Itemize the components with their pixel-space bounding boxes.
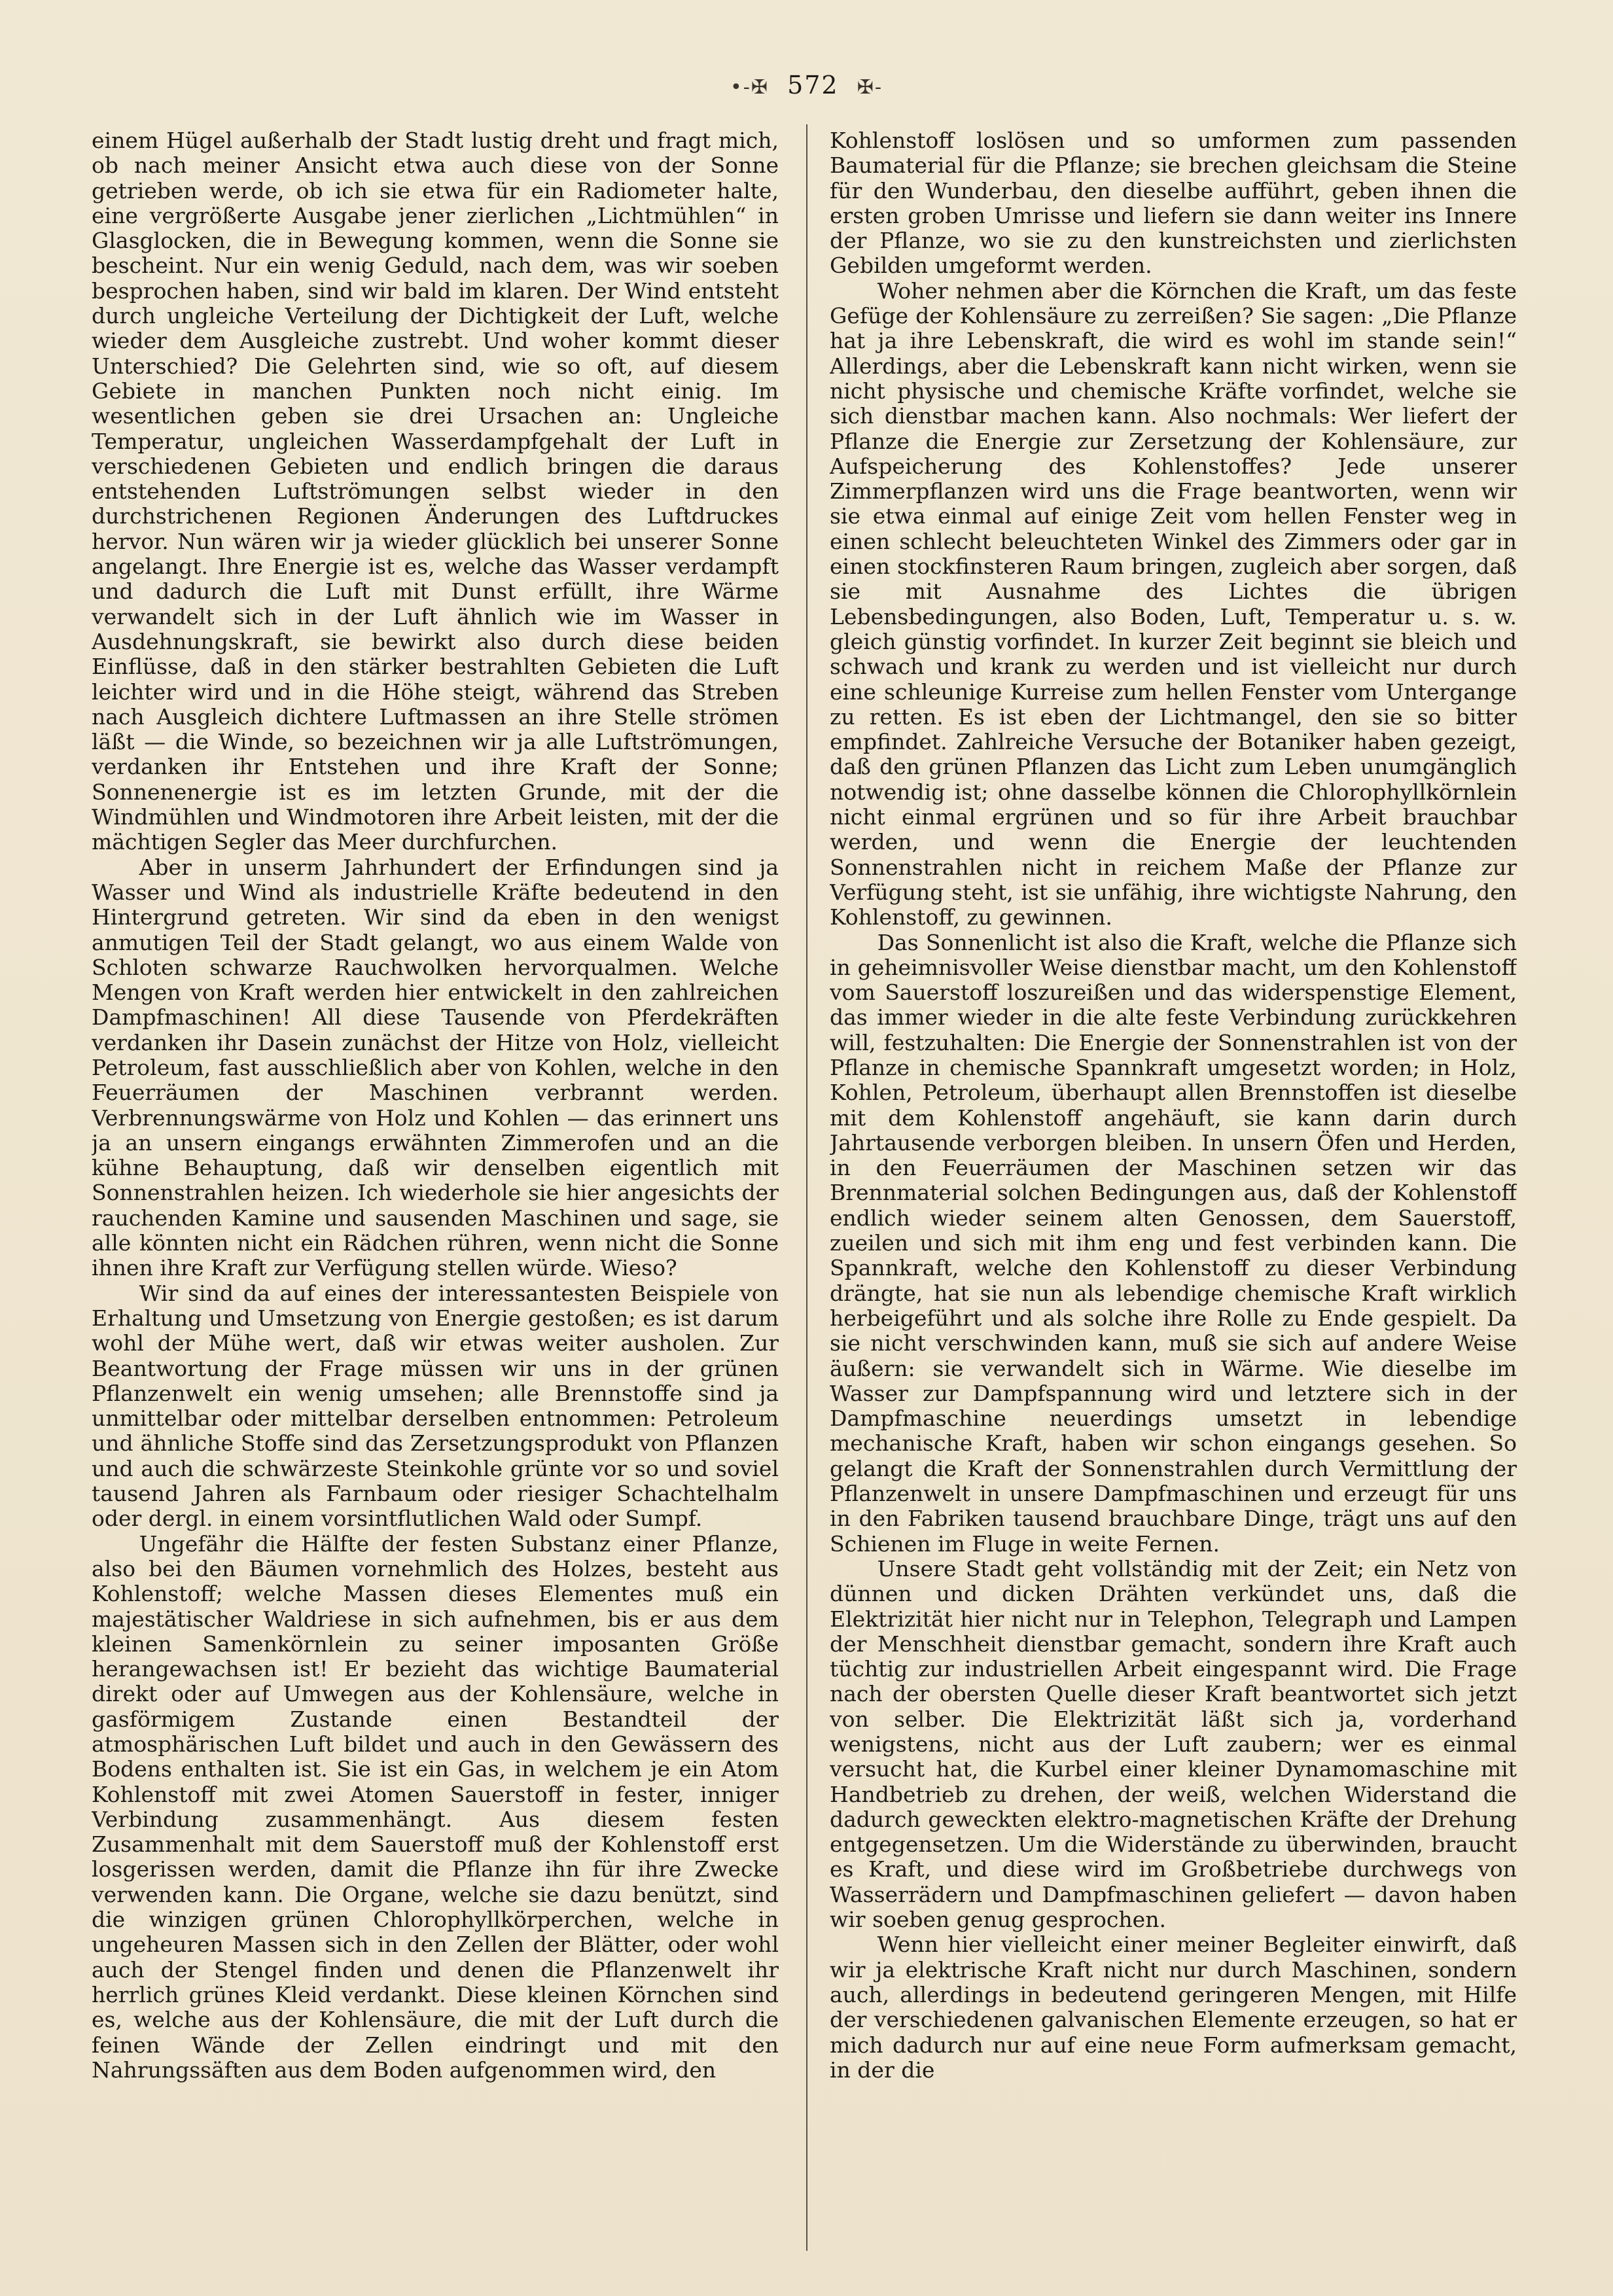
paragraph: Woher nehmen aber die Körnchen die Kraft, um das feste Gefüge der Kohlensäure zu zerreißen? Sie sagen: „Die Pflanze hat ja ihre Lebenskraft, die wird es wohl im stande sein!“ Allerdings, aber die Lebenskraft kann nicht wirken, wenn sie nicht physische und chemische Kräfte vorfindet, welche sie sich dienstbar machen kann. Also nochmals: Wer liefert der Pflanze die Energie zur Zersetzung der Kohlensäure, zur Aufspeicherung des Kohlenstoffes? Jede unserer Zimmerpflanzen wird uns die Frage beantworten, wenn wir sie etwa einmal auf einige Zeit vom hellen Fenster weg in einen schlecht beleuchteten Winkel des Zimmers oder gar in einen stockfinsteren Raum bringen, zugleich aber sorgen, daß sie mit Ausnahme des Lichtes die übrigen Lebensbedingungen, also Boden, Luft, Temperatur u. s. w. gleich günstig vorfindet. In kurzer Zeit beginnt sie bleich und schwach und krank zu werden und ist vielleicht nur durch eine schleunige Kurreise zum hellen Fenster vom Untergange zu retten. Es ist eben der Lichtmangel, den sie so bitter empfindet. Zahlreiche Versuche der Botaniker haben gezeigt, daß den grünen Pflanzen das Licht zum Leben unumgänglich notwendig ist; ohne dasselbe können die Chlorophyllkörnlein nicht einmal ergrünen und so für ihre Arbeit brauchbar werden, und wenn die Energie der leuchtenden Sonnenstrahlen nicht in reichem Maße der Pflanze zur Verfügung steht, ist sie unfähig, ihre wichtigste Nahrung, den Kohlenstoff, zu gewinnen.: [830, 277, 1517, 930]
column-divider: [806, 124, 807, 2251]
left-column: [92, 128, 779, 2248]
ornament-right-icon: ✠-: [857, 76, 883, 99]
right-column: [830, 128, 1517, 2248]
paragraph: Aber in unserm Jahrhundert der Erfindungen sind ja Wasser und Wind als industrielle Kräfte bedeutend in den Hintergrund getreten. Wir sind da eben in den wenigst anmutigen Teil der Stadt gelangt, wo aus einem Walde von Schloten schwarze Rauchwolken hervorqualmen. Welche Mengen von Kraft werden hier entwickelt in den zahlreichen Dampfmaschinen! All diese Tausende von Pferdekräften verdanken ihr Dasein zunächst der Hitze von Holz, vielleicht Petroleum, fast ausschließlich aber von Kohlen, welche in den Feuerräumen der Maschinen verbrannt werden. Verbrennungswärme von Holz und Kohlen — das erinnert uns ja an unsern eingangs erwähnten Zimmerofen und an die kühne Behauptung, daß wir denselben eigentlich mit Sonnenstrahlen heizen. Ich wiederhole sie hier angesichts der rauchenden Kamine und sausenden Maschinen und sage, sie alle könnten nicht ein Rädchen rühren, wenn nicht die Sonne ihnen ihre Kraft zur Verfügung stellen würde. Wieso?: [92, 854, 779, 1281]
paragraph: Kohlenstoff loslösen und so umformen zum passenden Baumaterial für die Pflanze; sie brechen gleichsam die Steine für den Wunderbau, den dieselbe aufführt, geben ihnen die ersten groben Umrisse und liefern sie dann weiter ins Innere der Pflanze, wo sie zu den kunstreichsten und zierlichsten Gebilden umgeformt werden.: [830, 128, 1517, 279]
paragraph: einem Hügel außerhalb der Stadt lustig dreht und fragt mich, ob nach meiner Ansicht etwa auch diese von der Sonne getrieben werde, ob ich sie etwa für ein Radiometer halte, eine vergrößerte Ausgabe jener zierlichen „Lichtmühlen“ in Glasglocken, die in Bewegung kommen, wenn die Sonne sie bescheint. Nur ein wenig Geduld, nach dem, was wir soeben besprochen haben, sind wir bald im klaren. Der Wind entsteht durch ungleiche Verteilung der Dichtigkeit der Luft, welche wieder dem Ausgleiche zustrebt. Und woher kommt dieser Unterschied? Die Gelehrten sind, wie so oft, auf diesem Gebiete in manchen Punkten noch nicht einig. Im wesentlichen geben sie drei Ursachen an: Ungleiche Temperatur, ungleichen Wasserdampfgehalt der Luft in verschiedenen Gebieten und endlich bringen die daraus entstehenden Luftströmungen selbst wieder in den durchstrichenen Regionen Änderungen des Luftdruckes hervor. Nun wären wir ja wieder glücklich bei unserer Sonne angelangt. Ihre Energie ist es, welche das Wasser verdampft und dadurch die Luft mit Dunst erfüllt, ihre Wärme verwandelt sich in der Luft ähnlich wie im Wasser in Ausdehnungskraft, sie bewirkt also durch diese beiden Einflüsse, daß in den stärker bestrahlten Gebieten die Luft leichter wird und in die Höhe steigt, während das Streben nach Ausgleich dichtere Luftmassen an ihre Stelle strömen läßt — die Winde, so bezeichnen wir ja alle Luftströmungen, verdanken ihr Entstehen und ihre Kraft der Sonne; Sonnenenergie ist es im letzten Grunde, mit der die Windmühlen und Windmotoren ihre Arbeit leisten, mit der die mächtigen Segler das Meer durchfurchen.: [92, 128, 779, 855]
paragraph: Das Sonnenlicht ist also die Kraft, welche die Pflanze sich in geheimnisvoller Weise dienstbar macht, um den Kohlenstoff vom Sauerstoff loszureißen und das widerspenstige Element, das immer wieder in die alte feste Verbindung zurückkehren will, festzuhalten: Die Energie der Sonnenstrahlen ist von der Pflanze in chemische Spannkraft umgesetzt worden; in Holz, Kohlen, Petroleum, überhaupt allen Brennstoffen ist dieselbe mit dem Kohlenstoff angehäuft, sie kann darin durch Jahrtausende verborgen bleiben. In unsern Öfen und Herden, in den Feuerräumen der Maschinen setzen wir das Brennmaterial solchen Bedingungen aus, daß der Kohlenstoff endlich wieder seinem alten Genossen, dem Sauerstoff, zueilen und sich mit ihm eng und fest verbinden kann. Die Spannkraft, welche den Kohlenstoff zu dieser Verbindung drängte, hat sie nun als lebendige chemische Kraft wirklich herbeigeführt und als solche ihre Rolle zu Ende gespielt. Da sie nicht verschwinden kann, muß sie sich auf andere Weise äußern: sie verwandelt sich in Wärme. Wie dieselbe im Wasser zur Dampfspannung wird und letztere sich in der Dampfmaschine neuerdings umsetzt in lebendige mechanische Kraft, haben wir schon eingangs gesehen. So gelangt die Kraft der Sonnenstrahlen durch Vermittlung der Pflanzenwelt in unsere Dampfmaschinen und erzeugt für uns in den Fabriken tausend brauchbare Dinge, trägt uns auf den Schienen im Fluge in weite Fernen.: [830, 929, 1517, 1557]
paragraph: Wir sind da auf eines der interessantesten Beispiele von Erhaltung und Umsetzung von Energie gestoßen; es ist darum wohl der Mühe wert, daß wir etwas weiter ausholen. Zur Beantwortung der Frage müssen wir uns in der grünen Pflanzenwelt ein wenig umsehen; alle Brennstoffe sind ja unmittelbar oder mittelbar derselben entnommen: Petroleum und ähnliche Stoffe sind das Zersetzungsprodukt von Pflanzen und auch die schwärzeste Steinkohle grünte vor so und soviel tausend Jahren als Farnbaum oder riesiger Schachtelhalm oder dergl. in einem vorsintflutlichen Wald oder Sumpf.: [92, 1280, 779, 1532]
paragraph: Wenn hier vielleicht einer meiner Begleiter einwirft, daß wir ja elektrische Kraft nicht nur durch Maschinen, sondern auch, allerdings in bedeutend geringeren Mengen, mit Hilfe der verschiedenen galvanischen Elemente erzeugen, so hat er mich dadurch nur auf eine neue Form aufmerksam gemacht, in der die: [830, 1932, 1517, 2083]
paragraph: Ungefähr die Hälfte der festen Substanz einer Pflanze, also bei den Bäumen vornehmlich des Holzes, besteht aus Kohlenstoff; welche Massen dieses Elementes muß ein majestätischer Waldriese in sich aufnehmen, bis er aus dem kleinen Samenkörnlein zu seiner imposanten Größe herangewachsen ist! Er bezieht das wichtige Baumaterial direkt oder auf Umwegen aus der Kohlensäure, welche in gasförmigem Zustande einen Bestandteil der atmosphärischen Luft bildet und auch in den Gewässern des Bodens enthalten ist. Sie ist ein Gas, in welchem je ein Atom Kohlenstoff mit zwei Atomen Sauerstoff in fester, inniger Verbindung zusammenhängt. Aus diesem festen Zusammenhalt mit dem Sauerstoff muß der Kohlenstoff erst losgerissen werden, damit die Pflanze ihn für ihre Zwecke verwenden kann. Die Organe, welche sie dazu benützt, sind die winzigen grünen Chlorophyllkörperchen, welche in ungeheuren Massen sich in den Zellen der Blätter, oder wohl auch der Stengel finden und denen die Pflanzenwelt ihr herrlich grünes Kleid verdankt. Diese kleinen Körnchen sind es, welche aus der Kohlensäure, die mit der Luft durch die feinen Wände der Zellen eindringt und mit den Nahrungssäften aus dem Boden aufgenommen wird, den: [92, 1530, 779, 2083]
paragraph: Unsere Stadt geht vollständig mit der Zeit; ein Netz von dünnen und dicken Drähten verkündet uns, daß die Elektrizität hier nicht nur in Telephon, Telegraph und Lampen der Menschheit dienstbar gemacht, sondern ihre Kraft auch tüchtig zur industriellen Arbeit eingespannt wird. Die Frage nach der obersten Quelle dieser Kraft beantwortet sich jetzt von selber. Die Elektrizität läßt sich ja, vorderhand wenigstens, nicht aus der Luft zaubern; wer es einmal versucht hat, die Kurbel einer kleiner Dynamomaschine mit Handbetrieb zu drehen, der weiß, welchen Widerstand die dadurch geweckten elektro-magnetischen Kräfte der Drehung entgegensetzen. Um die Widerstände zu überwinden, braucht es Kraft, und diese wird im Großbetriebe durchwegs von Wasserrädern und Dampfmaschinen geliefert — davon haben wir soeben genug gesprochen.: [830, 1555, 1517, 1933]
page-number: 572: [787, 71, 839, 99]
ornament-left-icon: •-✠: [730, 76, 769, 99]
page-header: [0, 71, 1613, 99]
